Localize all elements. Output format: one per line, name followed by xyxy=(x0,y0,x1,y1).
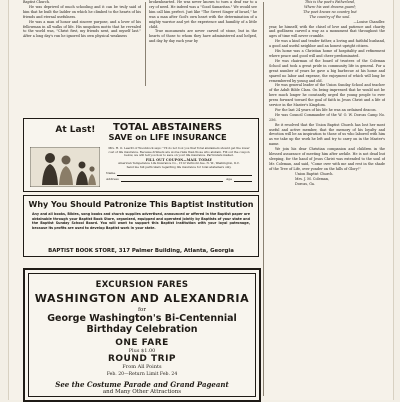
excursion-for: for xyxy=(138,307,146,313)
column-divider xyxy=(263,2,264,396)
poem-author: —Louise Chandler. xyxy=(353,19,385,24)
excursion-dates: Feb. 20—Return Limit Feb. 24 xyxy=(106,372,178,377)
bookstore-ad-title: Why You Should Patronize This Baptist Institution xyxy=(28,200,254,209)
newspaper-page xyxy=(8,0,394,400)
coupon-request: Send me full particulars regarding life insurance for total abstainers only. xyxy=(126,164,232,169)
article-column-middle xyxy=(149,0,257,82)
article-paragraph: His home was a Christian home of hospitality and refinement where peace and good will and cheer predominated. xyxy=(269,49,385,58)
excursion-destination: WASHINGTON AND ALEXANDRIA xyxy=(34,292,250,305)
excursion-ad xyxy=(23,268,261,402)
article-paragraph: We join his dear Christian companion and children in the blessed assurance of meeting him after awhile. He is not dead but sleeping, for the hand of Jesus Christ was extended to the soul of Mr. Coleman, and said, "Come over with me and rest in the shade of the Tree of Life, over yonder on the hills of Glory!" xyxy=(269,147,385,171)
insurance-ad-title xyxy=(108,122,226,142)
insurance-ad xyxy=(23,118,259,192)
poem-line: Where his vast dreams guard; xyxy=(304,4,356,9)
poem-line: The country of the soul. xyxy=(309,14,351,19)
excursion-attractions: and Many Other Attractions xyxy=(102,389,182,395)
article-paragraph: He was deprived of much schooling and it can be truly said of him that he built the ladder on which he climbed to the hearts of his friends and eternal usefulness. xyxy=(23,4,141,19)
bookstore-ad xyxy=(23,195,259,257)
bookstore-ad-footer: BAPTIST BOOK STORE, 317 Palmer Building, Atlanta, Georgia xyxy=(48,248,234,254)
excursion-round-trip: ROUND TRIP xyxy=(107,354,177,364)
column-divider xyxy=(145,2,146,86)
insurance-coupon xyxy=(106,147,252,182)
excursion-heading: EXCURSION FARES xyxy=(95,280,189,290)
article-paragraph: Be it resolved that the Union Baptist Church has lost her most useful and active member, that the memory of his loyalty and devotion will be an inspiration to those of us who labored with him as we take up the work he left and try to carry on in the Master's name. xyxy=(269,122,385,147)
coupon-age-label: Age xyxy=(225,176,232,181)
signature-line: Union Baptist Church. xyxy=(295,171,334,176)
article-paragraph: Baptist Church. xyxy=(23,0,51,4)
article-paragraph: He was chairman of the board of trustees of the Coleman School and took a great pride in community life in general. For a great number of years he gave a big barbecue at his home and spared no labor and expense, the enjoyment of which will long be remembered by young and old. xyxy=(269,58,385,83)
excursion-event-line2: Birthday Celebration xyxy=(86,324,198,335)
insurance-ad-title-line2: SAVE on LIFE INSURANCE xyxy=(108,132,227,142)
insurance-ad-body: Mrs. H. O. Leavitt of Woodstock says: "I'll do not fool you that Total abstainers should get the lower cost of life insurance. Because drinkers are worse risks than those who abstain. Fill out the coupon below, we will tell you how to save on your life insurance. Particulars mailed. xyxy=(108,146,250,158)
signature-line: Mrs. J. M. Coleman, xyxy=(295,176,330,181)
article-paragraph: year, he himself, with the chisel of love and patience and charity and godliness carved a way as a monument that throughout the ages of time will never crumble. xyxy=(269,24,385,39)
insurance-ad-at-last: At Last! xyxy=(55,125,96,135)
article-paragraph: brokenhearted. He was never known to turn a deaf ear to a cry of need. He indeed was a "Good Samaritan." We would see him call him perfect. Just like "The Sweet Singer of Israel," he was a man after God's own heart with the determination of a mighty warrior and yet the experience and humility of a little child. xyxy=(149,0,257,29)
family-illustration xyxy=(30,147,100,187)
coupon-address-field: Address Age xyxy=(106,178,252,182)
excursion-fare: ONE FARE xyxy=(115,338,169,348)
article-paragraph: He was general leader of the Union Sunday School and teacher of the Adult Bible Class. On being impressed that he would not be here much longer he constantly urged the young people to ever press forward toward the goal of faith in Jesus Christ and a life of service in the Master's Kingdom. xyxy=(269,83,385,108)
excursion-ad-frame xyxy=(28,273,256,397)
excursion-pageant: See the Costume Parade and Grand Pageant xyxy=(55,380,229,389)
excursion-fare-plus: Plus $1.00 xyxy=(128,348,156,354)
coupon-name-field: Name xyxy=(106,172,252,176)
insurance-ad-title-line1: TOTAL ABSTAINERS xyxy=(112,122,223,133)
coupon-heading: FILL OUT COUPON—MAIL TODAY xyxy=(145,157,213,162)
excursion-from: From All Points xyxy=(122,364,162,370)
coupon-address: American Temperance Life Insurance Co., 1512 Vermont Ave. N. W., Washington, D.C. xyxy=(118,161,240,166)
article-paragraph: He was a man of honor and sincere purpose, and a lover of his fellowman in all walks of life. His unspoken motto that he revealed to the world was, "Christ first, my friends next, and myself last." After a long day's run he ignored his own physical weakness xyxy=(23,19,141,39)
article-column-left xyxy=(23,0,141,82)
article-paragraph: True monuments are never carved of stone, but in the hearts of those to whom they have administered and helped, and day by day each year by xyxy=(149,29,257,44)
article-paragraph: For the last 24 years of his life he was an ordained deacon. xyxy=(275,107,377,112)
bookstore-ad-text: Any and all books, Bibles, song books and church supplies advertised, announced or offered in the Baptist paper are obtainable through your Baptist Book Store, organized, equipped and operated jointly by Baptists of your state and the Baptist Sunday School Board. You will want to support this Baptist Institution with your loyal patronage, because its profits are used to develop Baptist work in your state. xyxy=(32,212,250,230)
article-paragraph: He was a kind and tender father, a loving and faithful husband, a good and useful neighbor and an honest upright citizen. xyxy=(269,39,385,49)
poem-line: The poet knows no country but xyxy=(303,9,357,14)
signature-line: Dorcas, Ga. xyxy=(295,181,316,186)
poem-line: This is the poet's Fatherland, xyxy=(304,0,356,4)
excursion-event-line1: George Washington's Bi-Centennial xyxy=(47,313,237,324)
insurance-ad-header xyxy=(28,122,254,144)
article-column-right xyxy=(269,0,385,392)
article-paragraph: He was Council Commander of the W. O. W. Dorcas Camp No. 256. xyxy=(269,112,385,122)
